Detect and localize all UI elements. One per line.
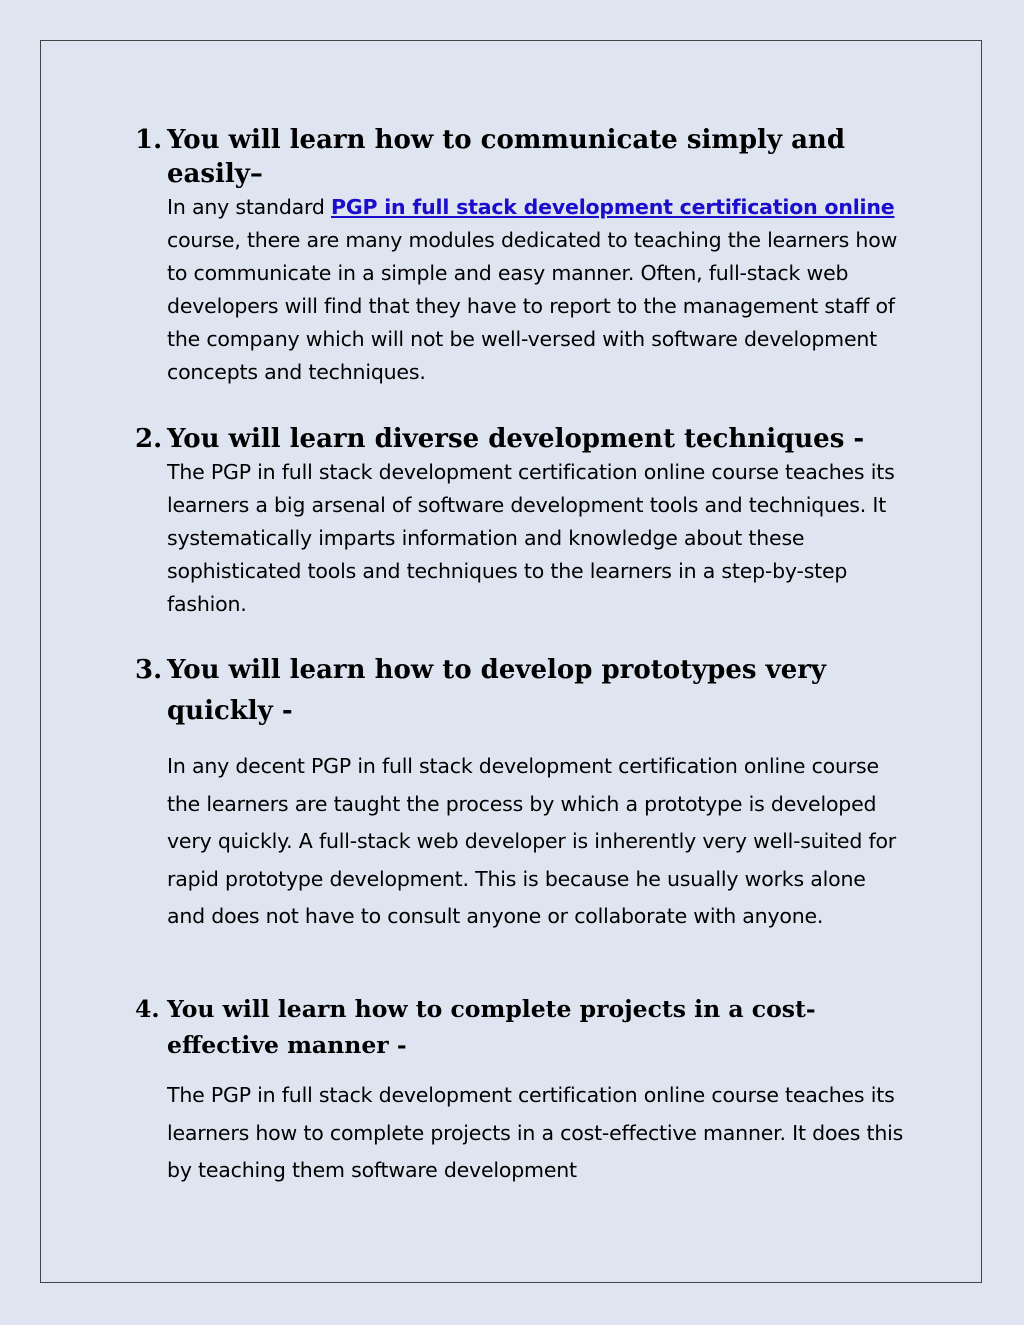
section-title: You will learn diverse development techniques - <box>167 424 865 454</box>
body-prefix: In any standard <box>167 195 332 219</box>
section-body: The PGP in full stack development certification online course teaches its learners a big arsenal of software development tools and techniques. It systematically imparts information and knowledge about these sophisticated tools and techniques to the learners in a step-by-step fashion. <box>167 460 895 616</box>
section-number: 1. <box>135 125 163 155</box>
section-heading <box>135 650 905 732</box>
section-4 <box>135 991 905 1190</box>
section-body: The PGP in full stack development certification online course teaches its learners how to complete projects in a cost-effective manner. It does this by teaching them software development <box>167 1083 904 1182</box>
section-heading <box>135 991 905 1063</box>
section-number: 2. <box>135 424 163 454</box>
section-3 <box>135 650 905 936</box>
document-page <box>40 40 982 1283</box>
section-heading <box>135 123 905 191</box>
section-2 <box>135 422 905 621</box>
course-link[interactable]: PGP in full stack development certification online <box>331 195 895 219</box>
section-body: In any decent PGP in full stack development certification online course the learners are taught the process by which a prototype is developed very quickly. A full-stack web developer is inherently very well-suited for rapid prototype development. This is because he usually works alone and does not have to consult anyone or collaborate with anyone. <box>167 754 897 928</box>
section-title: You will learn how to communicate simply and easily– <box>167 125 845 189</box>
section-body <box>167 191 905 389</box>
section-title: You will learn how to complete projects in a cost-effective manner - <box>167 995 816 1059</box>
section-number: 3. <box>135 655 163 685</box>
section-heading <box>135 422 905 456</box>
section-1 <box>135 123 905 389</box>
body-text: course, there are many modules dedicated to teaching the learners how to communicate in a simple and easy manner. Often, full-stack web developers will find that they have to report to the management staff of the company which will not be well-versed with software development concepts and techniques. <box>167 228 898 384</box>
section-number: 4. <box>135 995 160 1023</box>
section-title: You will learn how to develop prototypes very quickly - <box>167 655 827 726</box>
